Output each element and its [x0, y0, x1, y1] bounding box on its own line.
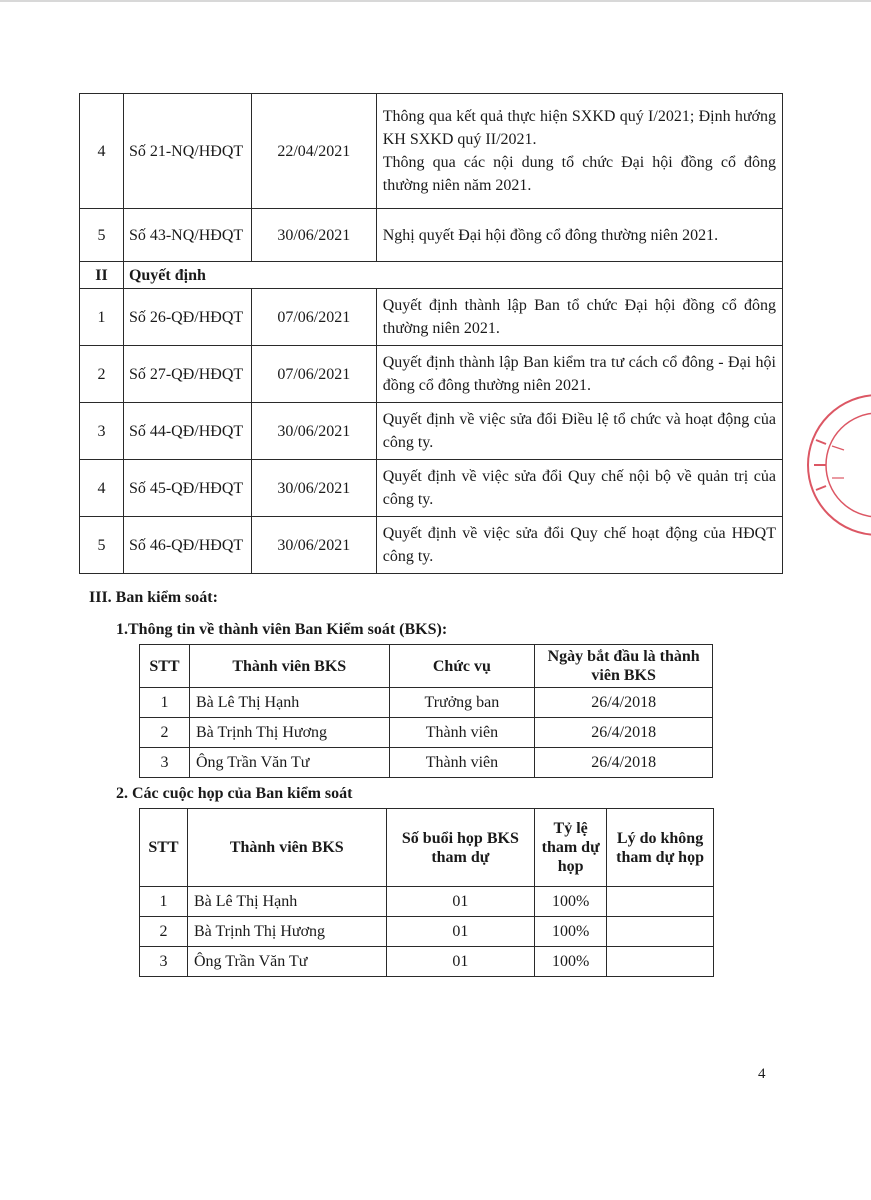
document-content	[376, 94, 782, 209]
document-number: Số 27-QĐ/HĐQT	[123, 346, 251, 403]
section-title: Quyết định	[123, 262, 782, 289]
cell-attendance-rate: 100%	[535, 887, 607, 917]
table-row	[80, 403, 783, 460]
cell-position: Thành viên	[389, 748, 535, 778]
table-row	[80, 346, 783, 403]
cell-stt: 3	[140, 947, 188, 977]
cell-member: Ông Trần Văn Tư	[189, 748, 389, 778]
table-header-row	[140, 809, 714, 887]
page-number: 4	[758, 1066, 766, 1082]
table-row	[140, 748, 713, 778]
column-header: Chức vụ	[389, 645, 535, 688]
column-header: Thành viên BKS	[187, 809, 386, 887]
document-date: 30/06/2021	[251, 403, 376, 460]
row-number: 3	[80, 403, 124, 460]
subsection-heading: 1.Thông tin về thành viên Ban Kiểm soát (BKS):	[116, 621, 448, 638]
document-number: Số 45-QĐ/HĐQT	[123, 460, 251, 517]
cell-stt: 2	[140, 917, 188, 947]
column-header: STT	[140, 809, 188, 887]
row-number: 4	[80, 460, 124, 517]
resolutions-table	[79, 93, 783, 574]
row-number: 5	[80, 209, 124, 262]
document-date: 30/06/2021	[251, 517, 376, 574]
content-line: Thông qua kết quả thực hiện SXKD quý I/2021; Định hướng KH SXKD quý II/2021.	[382, 108, 776, 148]
subsection-heading: 2. Các cuộc họp của Ban kiểm soát	[116, 785, 353, 802]
cell-meetings-attended: 01	[386, 947, 535, 977]
table-row	[80, 517, 783, 574]
cell-start-date: 26/4/2018	[535, 718, 713, 748]
cell-start-date: 26/4/2018	[535, 688, 713, 718]
document-number: Số 44-QĐ/HĐQT	[123, 403, 251, 460]
row-number: 2	[80, 346, 124, 403]
cell-attendance-rate: 100%	[535, 947, 607, 977]
table-row	[140, 688, 713, 718]
section-roman: II	[80, 262, 124, 289]
column-header: Tỷ lệ tham dự họp	[535, 809, 607, 887]
company-seal-stamp	[800, 380, 871, 550]
document-number: Số 21-NQ/HĐQT	[123, 94, 251, 209]
cell-member: Bà Trịnh Thị Hương	[187, 917, 386, 947]
content-line: Thông qua các nội dung tổ chức Đại hội đồng cổ đông thường niên năm 2021.	[382, 154, 776, 194]
cell-stt: 2	[140, 718, 190, 748]
document-number: Số 26-QĐ/HĐQT	[123, 289, 251, 346]
section-heading: III. Ban kiểm soát:	[89, 589, 218, 606]
cell-stt: 1	[140, 688, 190, 718]
document-date: 30/06/2021	[251, 209, 376, 262]
cell-member: Ông Trần Văn Tư	[187, 947, 386, 977]
row-number: 4	[80, 94, 124, 209]
document-date: 07/06/2021	[251, 346, 376, 403]
page-top-edge	[0, 0, 871, 2]
document-content: Quyết định thành lập Ban tổ chức Đại hội đồng cổ đông thường niên 2021.	[376, 289, 782, 346]
cell-member: Bà Lê Thị Hạnh	[189, 688, 389, 718]
document-date: 30/06/2021	[251, 460, 376, 517]
document-content: Quyết định về việc sửa đổi Quy chế nội bộ về quản trị của công ty.	[376, 460, 782, 517]
cell-stt: 1	[140, 887, 188, 917]
cell-start-date: 26/4/2018	[535, 748, 713, 778]
cell-absence-reason	[607, 917, 714, 947]
cell-meetings-attended: 01	[386, 917, 535, 947]
table-row	[140, 917, 714, 947]
row-number: 1	[80, 289, 124, 346]
column-header: Thành viên BKS	[189, 645, 389, 688]
document-number: Số 46-QĐ/HĐQT	[123, 517, 251, 574]
table-header-row	[140, 645, 713, 688]
cell-attendance-rate: 100%	[535, 917, 607, 947]
cell-stt: 3	[140, 748, 190, 778]
cell-member: Bà Lê Thị Hạnh	[187, 887, 386, 917]
table-row	[80, 460, 783, 517]
table-row	[140, 718, 713, 748]
bks-meetings-table	[139, 808, 714, 977]
document-content: Quyết định về việc sửa đổi Điều lệ tổ chức và hoạt động của công ty.	[376, 403, 782, 460]
cell-position: Thành viên	[389, 718, 535, 748]
table-row	[80, 209, 783, 262]
table-row	[140, 887, 714, 917]
document-date: 07/06/2021	[251, 289, 376, 346]
row-number: 5	[80, 517, 124, 574]
section-row	[80, 262, 783, 289]
table-row	[80, 94, 783, 209]
document-content: Nghị quyết Đại hội đồng cổ đông thường niên 2021.	[376, 209, 782, 262]
cell-member: Bà Trịnh Thị Hương	[189, 718, 389, 748]
bks-members-table	[139, 644, 713, 778]
table-row	[140, 947, 714, 977]
cell-absence-reason	[607, 947, 714, 977]
document-date: 22/04/2021	[251, 94, 376, 209]
cell-meetings-attended: 01	[386, 887, 535, 917]
column-header: Lý do không tham dự họp	[607, 809, 714, 887]
column-header: Số buổi họp BKS tham dự	[386, 809, 535, 887]
document-content: Quyết định thành lập Ban kiểm tra tư cách cổ đông - Đại hội đồng cổ đông thường niên 2021.	[376, 346, 782, 403]
column-header: Ngày bắt đầu là thành viên BKS	[535, 645, 713, 688]
document-content: Quyết định về việc sửa đổi Quy chế hoạt động của HĐQT công ty.	[376, 517, 782, 574]
document-number: Số 43-NQ/HĐQT	[123, 209, 251, 262]
cell-absence-reason	[607, 887, 714, 917]
column-header: STT	[140, 645, 190, 688]
cell-position: Trưởng ban	[389, 688, 535, 718]
table-row	[80, 289, 783, 346]
